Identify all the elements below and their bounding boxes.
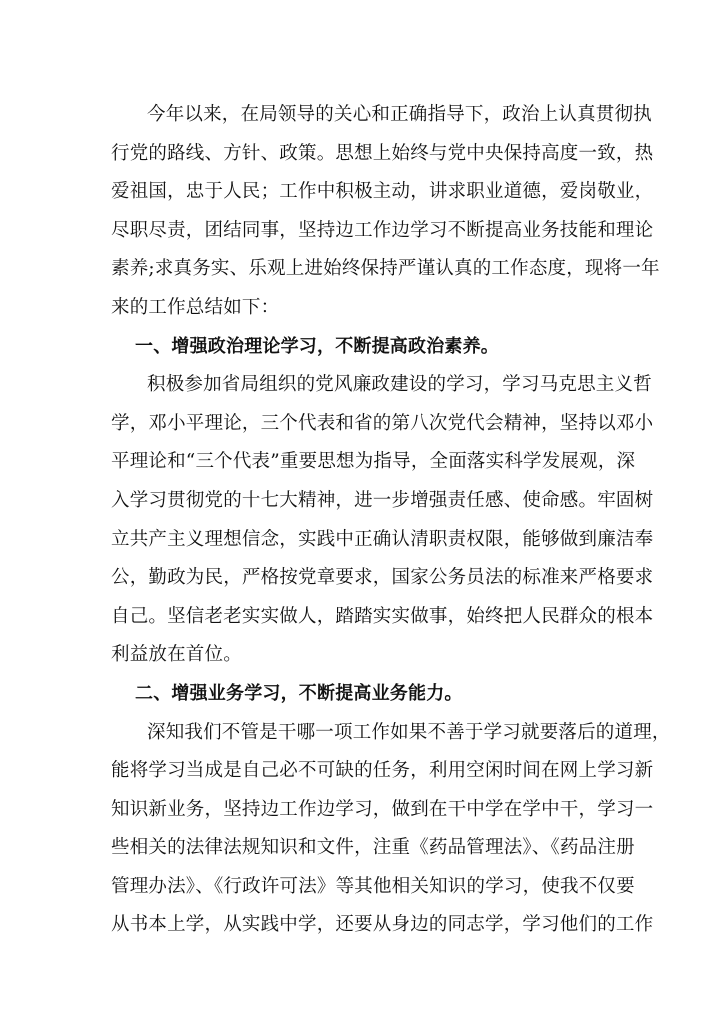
text-line: 知识新业务，坚持边工作边学习，做到在干中学在学中干，学习一 (111, 798, 654, 820)
text-line: 管理办法》、《行政许可法》等其他相关知识的学习，使我不仅要 (111, 875, 635, 897)
text-line: 自己。坚信老老实实做人，踏踏实实做事，始终把人民群众的根本 (111, 605, 654, 627)
document-page (111, 96, 671, 945)
text-line: 今年以来，在局领导的关心和正确指导下，政治上认真贯彻执 (147, 104, 652, 125)
text-line: 些相关的法律法规知识和文件，注重《药品管理法》、《药品注册 (111, 837, 635, 859)
text-line: 素养;求真务实、乐观上进始终保持严谨认真的工作态度，现将一年 (111, 258, 660, 280)
text-line: 入学习贯彻党的十七大精神，进一步增强责任感、使命感。牢固树 (111, 489, 654, 511)
text-line: 公，勤政为民，严格按党章要求，国家公务员法的标准来严格要求 (111, 567, 654, 589)
text-line: 从书本上学，从实践中学，还要从身边的同志学，学习他们的工作 (111, 914, 654, 936)
section-heading: 一、增强政治理论学习，不断提高政治素养。 (135, 335, 499, 357)
text-line: 能将学习当成是自己必不可缺的任务，利用空闲时间在网上学习新 (111, 760, 654, 782)
text-line: 立共产主义理想信念，实践中正确认清职责权限，能够做到廉洁奉 (111, 528, 654, 550)
text-line: 平理论和“三个代表”重要思想为指导，全面落实科学发展观，深 (111, 451, 636, 473)
text-line: 利益放在首位。 (111, 644, 242, 666)
text-line: 深知我们不管是干哪一项工作如果不善于学习就要落后的道理， (147, 721, 671, 743)
text-line: 爱祖国，忠于人民；工作中积极主动，讲求职业道德，爱岗敬业， (111, 181, 654, 203)
section-heading: 二、增强业务学习，不断提高业务能力。 (135, 682, 463, 704)
text-line: 行党的路线、方针、政策。思想上始终与党中央保持高度一致，热 (111, 142, 654, 164)
text-line: 积极参加省局组织的党风廉政建设的学习，学习马克思主义哲 (147, 374, 652, 396)
text-line: 来的工作总结如下： (111, 296, 280, 318)
text-line: 学，邓小平理论，三个代表和省的第八次党代会精神，坚持以邓小 (111, 412, 654, 434)
text-line: 尽职尽责，团结同事，坚持边工作边学习不断提高业务技能和理论 (111, 219, 654, 241)
